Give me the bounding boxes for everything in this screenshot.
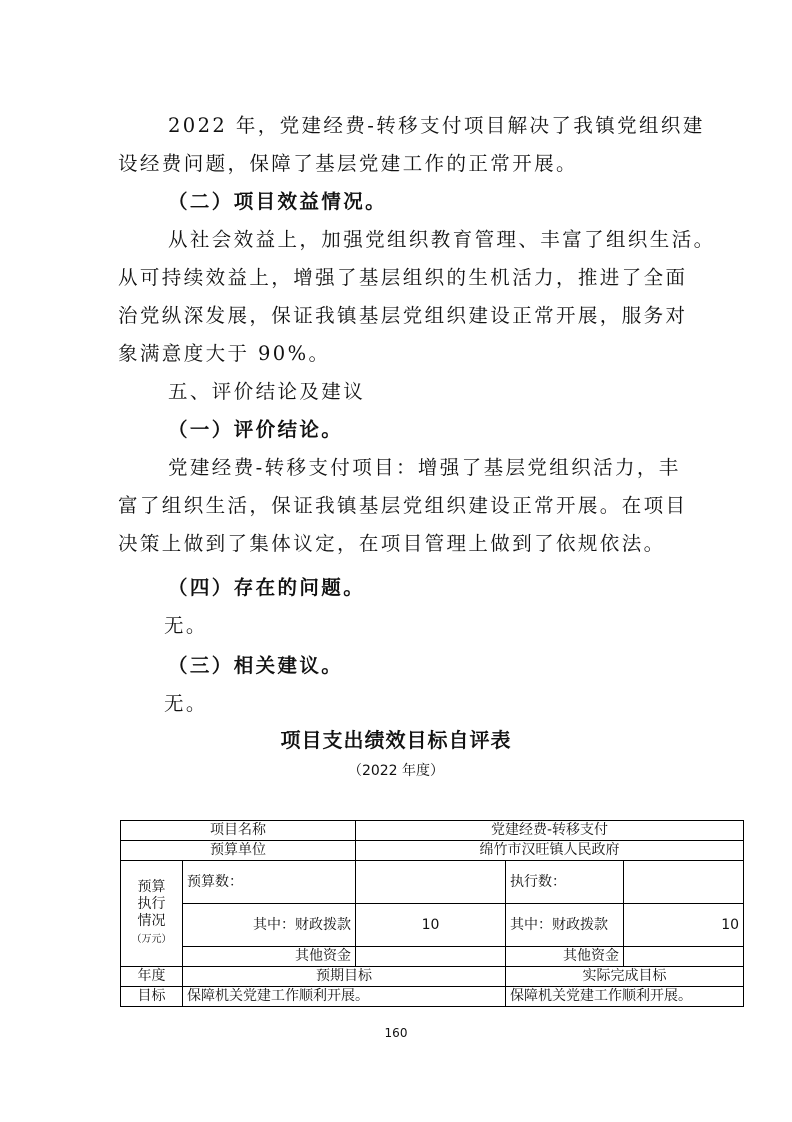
paragraph-line: 无。 [164, 692, 208, 715]
exec-label-line: 情况 [137, 913, 166, 929]
fiscal-label: 其中：财政拨款 [183, 904, 356, 947]
section-heading: （二）项目效益情况。 [168, 190, 388, 213]
paragraph-line: 无。 [164, 614, 208, 637]
exec-label-line: 预算 [137, 879, 166, 895]
exec-count-label: 执行数： [506, 861, 624, 904]
exec-label-cell [121, 861, 183, 967]
year-goal-label: 目标 [121, 987, 183, 1007]
paragraph-line: 设经费问题，保障了基层党建工作的正常开展。 [118, 152, 578, 175]
project-name-value: 党建经费-转移支付 [356, 821, 744, 841]
page-number: 160 [384, 1026, 408, 1040]
other-funds-value [624, 947, 744, 967]
paragraph-line: 党建经费-转移支付项目：增强了基层党组织活力，丰 [168, 456, 681, 479]
table-row [121, 821, 744, 841]
project-name-label: 项目名称 [121, 821, 356, 841]
other-funds-label: 其他资金 [183, 947, 356, 967]
budget-unit-label: 预算单位 [121, 841, 356, 861]
body-text [118, 0, 716, 715]
actual-goal-header: 实际完成目标 [506, 967, 744, 987]
year-goal-label: 年度 [121, 967, 183, 987]
budget-count-value [356, 861, 506, 904]
expected-goal-value: 保障机关党建工作顺利开展。 [183, 987, 506, 1007]
paragraph-line: 治党纵深发展，保证我镇基层党组织建设正常开展，服务对 [118, 304, 688, 327]
exec-label-line: 执行 [137, 896, 166, 912]
table-row [121, 967, 744, 987]
fiscal-label: 其中：财政拨款 [506, 904, 624, 947]
actual-goal-value: 保障机关党建工作顺利开展。 [506, 987, 744, 1007]
section-heading: （三）相关建议。 [168, 654, 344, 677]
budget-unit-value: 绵竹市汉旺镇人民政府 [356, 841, 744, 861]
paragraph-line: 象满意度大于 90%。 [118, 342, 331, 365]
other-funds-value [356, 947, 506, 967]
table-row [121, 841, 744, 861]
fiscal-value: 10 [356, 904, 506, 947]
table-row [121, 904, 744, 947]
expected-goal-header: 预期目标 [183, 967, 506, 987]
paragraph-line: 决策上做到了集体议定，在项目管理上做到了依规依法。 [118, 532, 666, 555]
section-heading: 五、评价结论及建议 [168, 380, 366, 403]
table-row [121, 947, 744, 967]
table-row [121, 861, 744, 904]
fiscal-value: 10 [624, 904, 744, 947]
performance-table [120, 820, 744, 1007]
paragraph-line: 2022 年，党建经费-转移支付项目解决了我镇党组织建 [168, 114, 705, 137]
table-row [121, 987, 744, 1007]
section-heading: （一）评价结论。 [168, 418, 344, 441]
table-title: 项目支出绩效目标自评表 [280, 728, 512, 752]
exec-label-unit: （万元） [131, 934, 172, 945]
budget-count-label: 预算数： [183, 861, 356, 904]
section-heading: （四）存在的问题。 [168, 576, 366, 599]
exec-count-value [624, 861, 744, 904]
paragraph-line: 富了组织生活，保证我镇基层党组织建设正常开展。在项目 [118, 494, 688, 517]
paragraph-line: 从可持续效益上，增强了基层组织的生机活力，推进了全面 [118, 266, 688, 289]
other-funds-label: 其他资金 [506, 947, 624, 967]
paragraph-line: 从社会效益上，加强党组织教育管理、丰富了组织生活。 [168, 228, 716, 251]
table-subtitle: （2022 年度） [347, 763, 445, 779]
